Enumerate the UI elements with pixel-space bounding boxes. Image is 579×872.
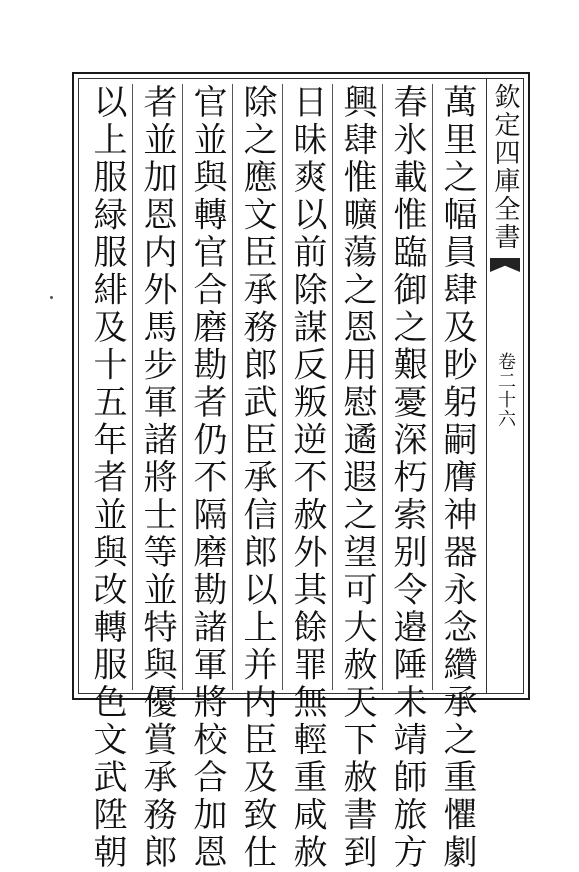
text-column-8: 以上服緑服緋及十五年者並與改轉服色文武陞朝 [87,84,127,872]
text-column-1: 萬里之幅員肆及眇躬嗣膺神器永念纘承之重懼劇 [432,84,482,690]
text-column-7: 者並加恩内外馬步軍諸將士等並特與優賞承務郎 [132,84,182,690]
text-column-4: 日昧爽以前除謀反叛逆不赦外其餘罪無輕重咸赦 [282,84,332,690]
margin-mark [50,296,53,299]
gutter-volume-number: 卷二十六 [495,352,516,428]
text-columns [82,84,482,872]
gutter-book-title: 欽定四庫全書 [490,83,520,251]
text-column-3: 興肆惟曠蕩之恩用慰遹遐之望可大赦天下赦書到 [332,84,382,690]
text-column-2: 春氷載惟臨御之艱憂深朽索别令邉陲未靖師旅方 [382,84,432,690]
text-column-6: 官並與轉官合磨勘者仍不隔磨勘諸軍將校合加恩 [182,84,232,690]
text-column-5: 除之應文臣承務郎武臣承信郎以上并内臣及致仕 [232,84,282,690]
